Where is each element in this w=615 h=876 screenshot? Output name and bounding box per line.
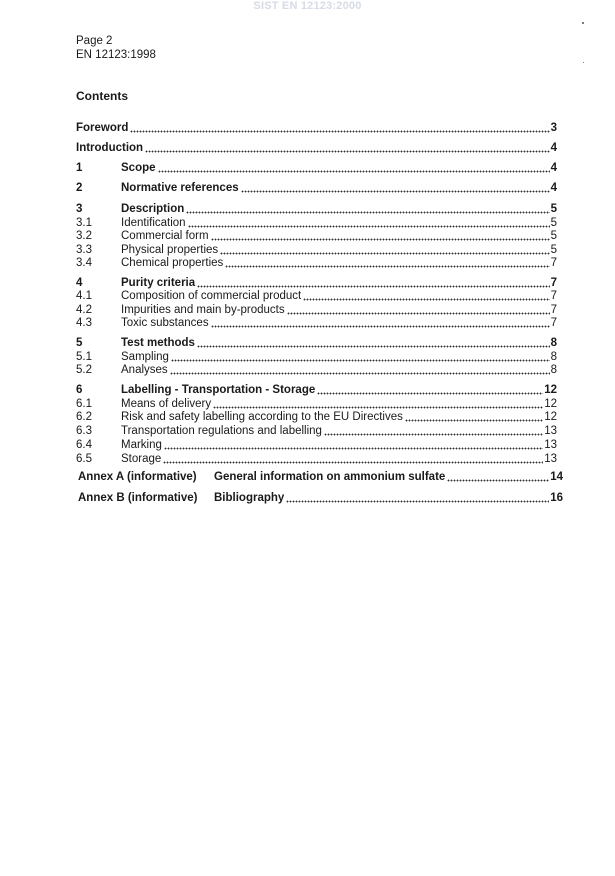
toc-page: 13 <box>544 453 557 465</box>
toc-number: 6 <box>76 384 83 396</box>
dot-leader <box>188 222 550 228</box>
toc-number: 3.2 <box>76 230 92 242</box>
toc-number: 4.3 <box>76 317 92 329</box>
toc-number: 3 <box>76 203 83 215</box>
toc-page: 7 <box>550 257 557 269</box>
dot-leader <box>170 369 550 375</box>
scan-speck <box>583 62 584 63</box>
toc-title: Analyses <box>121 364 168 376</box>
dot-leader <box>211 235 550 241</box>
toc-title: Purity criteria <box>121 277 196 289</box>
toc-entry-5[interactable] <box>76 336 557 350</box>
toc-title: Means of delivery <box>121 398 212 410</box>
toc-page: 4 <box>550 182 557 194</box>
toc-title: Storage <box>121 453 162 465</box>
page-number: Page 2 <box>76 35 113 47</box>
toc-title: Composition of commercial product <box>121 290 302 302</box>
toc-entry-1[interactable] <box>76 161 557 175</box>
toc-page: 7 <box>550 304 557 316</box>
dot-leader <box>286 497 549 503</box>
toc-title: Commercial form <box>121 230 209 242</box>
watermark: SIST EN 12123:2000 <box>253 0 362 12</box>
toc-page: 8 <box>550 364 557 376</box>
toc-number: 3.4 <box>76 257 92 269</box>
toc-page: 13 <box>544 439 557 451</box>
toc-entry-5-2[interactable] <box>76 363 557 377</box>
toc-page: 16 <box>550 492 563 504</box>
toc-entry-annex-a[interactable] <box>78 470 563 484</box>
toc-entry-4-1[interactable] <box>76 289 557 303</box>
toc-title: Normative references <box>121 182 239 194</box>
dot-leader <box>324 430 543 436</box>
toc-number: 6.1 <box>76 398 92 410</box>
toc-entry-3[interactable] <box>76 202 557 216</box>
toc-title: Marking <box>121 439 162 451</box>
toc-entry-3-4[interactable] <box>76 256 557 270</box>
toc-entry-3-1[interactable] <box>76 216 557 230</box>
toc-title: Toxic substances <box>121 317 209 329</box>
toc-number: 4.1 <box>76 290 92 302</box>
toc-title: Transportation regulations and labelling <box>121 425 322 437</box>
toc-entry-6-5[interactable] <box>76 452 557 466</box>
dot-leader <box>197 342 550 348</box>
dot-leader <box>163 458 543 464</box>
toc-page: 7 <box>550 277 557 289</box>
toc-page: 4 <box>550 142 557 154</box>
toc-page: 14 <box>550 471 563 483</box>
toc-page: 8 <box>550 337 557 349</box>
toc-number: 2 <box>76 182 83 194</box>
annex-label: Annex B (informative) <box>78 492 198 504</box>
toc-page: 4 <box>550 162 557 174</box>
contents-heading: Contents <box>76 89 128 103</box>
toc-number: 5 <box>76 337 83 349</box>
toc-number: 6.4 <box>76 439 92 451</box>
toc-entry-5-1[interactable] <box>76 350 557 364</box>
toc-title: Risk and safety labelling according to the EU Directives <box>121 411 403 423</box>
toc-entry-3-2[interactable] <box>76 229 557 243</box>
toc-page: 12 <box>544 384 557 396</box>
toc-page: 5 <box>550 244 557 256</box>
toc-page: 7 <box>550 290 557 302</box>
dot-leader <box>145 147 550 153</box>
toc-number: 6.2 <box>76 411 92 423</box>
toc-number: 5.2 <box>76 364 92 376</box>
toc-entry-4-3[interactable] <box>76 316 557 330</box>
toc-entry-6-2[interactable] <box>76 410 557 424</box>
dot-leader <box>197 282 549 288</box>
toc-page: 12 <box>544 411 557 423</box>
toc-page: 7 <box>550 317 557 329</box>
toc-title: Impurities and main by-products <box>121 304 285 316</box>
toc-number: 6.5 <box>76 453 92 465</box>
toc-entry-foreword[interactable] <box>76 121 557 135</box>
toc-entry-6[interactable] <box>76 383 557 397</box>
dot-leader <box>213 403 543 409</box>
toc-page: 12 <box>544 398 557 410</box>
toc-entry-6-1[interactable] <box>76 397 557 411</box>
toc-title: Physical properties <box>121 244 219 256</box>
toc-title: Introduction <box>76 142 144 154</box>
toc-entry-4-2[interactable] <box>76 303 557 317</box>
toc-page: 13 <box>544 425 557 437</box>
toc-entry-2[interactable] <box>76 181 557 195</box>
toc-title: Description <box>121 203 185 215</box>
toc-title: General information on ammonium sulfate <box>214 471 446 483</box>
page-header <box>76 34 156 62</box>
toc-entry-introduction[interactable] <box>76 141 557 155</box>
toc-title: Bibliography <box>214 492 285 504</box>
toc-number: 3.1 <box>76 217 92 229</box>
dot-leader <box>287 309 550 315</box>
toc-number: 1 <box>76 162 83 174</box>
toc-title: Foreword <box>76 122 129 134</box>
dot-leader <box>186 208 549 214</box>
toc-entry-4[interactable] <box>76 276 557 290</box>
dot-leader <box>303 295 549 301</box>
toc-page: 3 <box>550 122 557 134</box>
toc-title: Sampling <box>121 351 169 363</box>
dot-leader <box>171 356 550 362</box>
toc-page: 5 <box>550 203 557 215</box>
toc-title: Chemical properties <box>121 257 224 269</box>
toc-entry-3-3[interactable] <box>76 243 557 257</box>
dot-leader <box>405 416 543 422</box>
dot-leader <box>130 127 549 133</box>
toc-page: 5 <box>550 217 557 229</box>
dot-leader <box>164 444 543 450</box>
dot-leader <box>317 389 543 395</box>
dot-leader <box>447 476 549 482</box>
toc-number: 5.1 <box>76 351 92 363</box>
toc-number: 4.2 <box>76 304 92 316</box>
toc-entry-6-3[interactable] <box>76 424 557 438</box>
toc-number: 6.3 <box>76 425 92 437</box>
scan-speck <box>582 22 584 24</box>
toc-number: 4 <box>76 277 83 289</box>
toc-title: Scope <box>121 162 156 174</box>
dot-leader <box>158 167 550 173</box>
dot-leader <box>225 262 549 268</box>
toc-page: 5 <box>550 230 557 242</box>
standard-id: EN 12123:1998 <box>76 49 156 61</box>
dot-leader <box>220 249 549 255</box>
dot-leader <box>211 322 550 328</box>
toc-page: 8 <box>550 351 557 363</box>
toc-title: Identification <box>121 217 186 229</box>
toc-title: Test methods <box>121 337 195 349</box>
toc-title: Labelling - Transportation - Storage <box>121 384 316 396</box>
toc-entry-annex-b[interactable] <box>78 491 563 505</box>
toc-number: 3.3 <box>76 244 92 256</box>
annex-label: Annex A (informative) <box>78 471 197 483</box>
dot-leader <box>241 187 550 193</box>
toc-entry-6-4[interactable] <box>76 438 557 452</box>
